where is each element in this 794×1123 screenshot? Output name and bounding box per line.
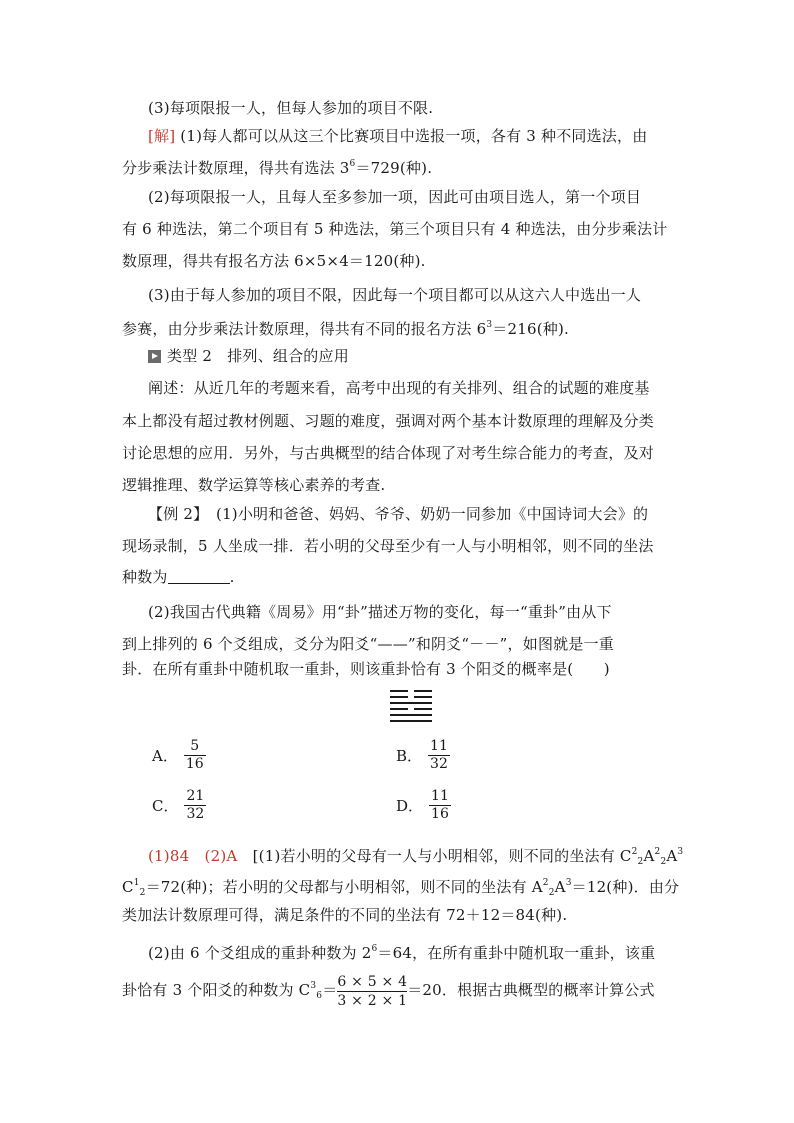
yin-line-right xyxy=(414,690,432,692)
line-text: [(1)若小明的父母有一人与小明相邻，则不同的坐法有 C xyxy=(252,847,632,865)
line-text: ＝729(种). xyxy=(355,159,433,177)
fraction-numerator: 21 xyxy=(186,788,205,804)
superscript: 3 xyxy=(310,981,317,991)
yin-line-left xyxy=(390,708,408,710)
fraction-numerator: 11 xyxy=(430,738,448,754)
line-text: A xyxy=(666,847,678,865)
answer-tag: (1)84 (2)A xyxy=(148,847,238,865)
line-text: (3)每项限报一人，但每人参加的项目不限. xyxy=(148,99,434,117)
text-line xyxy=(122,966,655,1016)
option-a xyxy=(152,738,206,773)
line-text: 有 6 种选法，第二个项目有 5 种选法，第三个项目只有 4 种选法，由分步乘法计 xyxy=(122,220,668,238)
line-text: ＝12(种)．由分 xyxy=(571,878,680,896)
option-letter: A． xyxy=(152,747,178,765)
answer-blank xyxy=(168,569,230,584)
solution-tag: [解] xyxy=(148,127,176,145)
line-text: ＝72(种)；若小明的父母都与小明相邻，则不同的坐法有 A xyxy=(145,878,543,896)
fraction-denominator: 16 xyxy=(431,806,449,822)
text-line xyxy=(122,153,432,179)
line-text: C xyxy=(122,878,134,896)
option-letter: D． xyxy=(396,797,424,815)
line-text: (2)每项限报一人，且每人至多参加一项，因此可由项目选人，第一个项目 xyxy=(148,188,642,206)
text-line xyxy=(148,186,641,208)
line-text: 类加法计数原理可得，满足条件的不同的坐法有 72＋12＝84(种). xyxy=(122,906,568,924)
text-line xyxy=(122,633,614,655)
line-text: ＝64，在所有重卦中随机取一重卦，该重 xyxy=(377,944,656,962)
yang-line xyxy=(390,702,432,704)
superscript: 3 xyxy=(677,847,684,857)
text-line xyxy=(148,841,683,873)
line-text: 种数为 xyxy=(122,568,168,586)
superscript: 2 xyxy=(654,847,661,857)
fraction-denominator: 16 xyxy=(185,756,204,772)
line-text: A xyxy=(643,847,655,865)
yin-line-left xyxy=(390,690,408,692)
text-line xyxy=(148,125,647,147)
text-line xyxy=(122,872,679,904)
yang-line xyxy=(390,720,432,722)
text-line xyxy=(148,601,612,623)
text-line xyxy=(122,658,610,680)
yin-line-right xyxy=(414,708,432,710)
superscript: 2 xyxy=(631,847,638,857)
text-line xyxy=(122,314,569,340)
heading-text: 类型 2 排列、组合的应用 xyxy=(167,347,349,365)
text-line xyxy=(148,938,655,964)
section-heading xyxy=(148,345,349,367)
superscript: 3 xyxy=(565,878,572,888)
text-line xyxy=(122,474,385,496)
fraction-denominator: 32 xyxy=(430,756,448,772)
line-text: 讨论思想的应用．另外，与古典概型的结合体现了对考生综合能力的考查，及对 xyxy=(122,444,655,462)
fraction-numerator: 11 xyxy=(431,788,449,804)
text-line xyxy=(122,218,667,240)
line-text: 参赛，由分步乘法计数原理，得共有不同的报名方法 6 xyxy=(122,320,487,338)
line-text: 卦恰有 3 个阳爻的种数为 C xyxy=(122,981,311,999)
fraction-denominator: 3 × 2 × 1 xyxy=(337,992,408,1009)
text-line xyxy=(122,904,567,926)
text-line xyxy=(122,410,654,432)
yin-line-right xyxy=(414,696,432,698)
line-text: . xyxy=(229,568,235,586)
text-line xyxy=(148,97,433,119)
combination-fraction xyxy=(337,973,407,1010)
line-text: (2)由 6 个爻组成的重卦种数为 2 xyxy=(148,944,372,962)
fraction-denominator: 32 xyxy=(186,806,205,822)
option-fraction xyxy=(429,788,451,823)
option-letter: C． xyxy=(152,797,179,815)
yin-line-left xyxy=(390,696,408,698)
line-text: 分步乘法计数原理，得共有选法 3 xyxy=(122,159,350,177)
line-text: ＝20．根据古典概型的概率计算公式 xyxy=(407,981,655,999)
text-line xyxy=(122,535,654,557)
line-text: (2)我国古代典籍《周易》用“卦”描述万物的变化，每一“重卦”由从下 xyxy=(148,603,612,621)
subscript: 2 xyxy=(660,857,667,867)
text-line xyxy=(122,566,235,588)
hexagram-figure xyxy=(390,690,434,726)
option-b xyxy=(396,738,450,773)
text-line xyxy=(148,377,650,399)
option-fraction xyxy=(184,788,206,823)
line-text: (1)每人都可以从这三个比赛项目中选报一项，各有 3 种不同选法，由 xyxy=(180,127,648,145)
line-text: A xyxy=(554,878,566,896)
exponent: 3 xyxy=(486,320,493,330)
subscript: 2 xyxy=(548,888,555,898)
subscript: 2 xyxy=(637,857,644,867)
line-text: 到上排列的 6 个爻组成，爻分为阳爻“——”和阴爻“－－”，如图就是一重 xyxy=(122,635,614,653)
option-letter: B． xyxy=(396,747,423,765)
fraction-numerator: 6 × 5 × 4 xyxy=(337,973,408,990)
line-text: 数原理，得共有报名方法 6×5×4＝120(种). xyxy=(122,252,426,270)
option-fraction xyxy=(184,738,206,773)
text-line xyxy=(122,250,426,272)
line-text: (3)由于每人参加的项目不限，因此每一个项目都可以从这六人中选出一人 xyxy=(148,286,642,304)
exponent: 6 xyxy=(349,159,356,169)
subscript: 2 xyxy=(139,888,146,898)
text-line xyxy=(148,503,648,525)
option-d xyxy=(396,788,451,823)
option-fraction xyxy=(428,738,450,773)
subscript: 6 xyxy=(316,991,323,1001)
line-text: ＝216(种). xyxy=(492,320,569,338)
text-line xyxy=(148,284,641,306)
line-text: 阐述：从近几年的考题来看，高考中出现的有关排列、组合的试题的难度基 xyxy=(148,379,650,397)
text-line xyxy=(122,442,654,464)
line-text: 卦．在所有重卦中随机取一重卦，则该重卦恰有 3 个阳爻的概率是( ) xyxy=(122,660,610,678)
example-line: 【例 2】 (1)小明和爸爸、妈妈、爷爷、奶奶一同参加《中国诗词大会》的 xyxy=(148,505,649,523)
superscript: 1 xyxy=(133,878,140,888)
fraction-numerator: 5 xyxy=(190,738,200,754)
superscript: 2 xyxy=(542,878,549,888)
line-text: 现场录制，5 人坐成一排．若小明的父母至少有一人与小明相邻，则不同的坐法 xyxy=(122,537,654,555)
exponent: 6 xyxy=(371,944,378,954)
play-marker-icon xyxy=(148,350,161,363)
line-text: 逻辑推理、数学运算等核心素养的考查. xyxy=(122,476,386,494)
yang-line xyxy=(390,714,432,716)
line-text: ＝ xyxy=(322,981,338,999)
line-text: 本上都没有超过教材例题、习题的难度，强调对两个基本计数原理的理解及分类 xyxy=(122,412,655,430)
option-c xyxy=(152,788,206,823)
